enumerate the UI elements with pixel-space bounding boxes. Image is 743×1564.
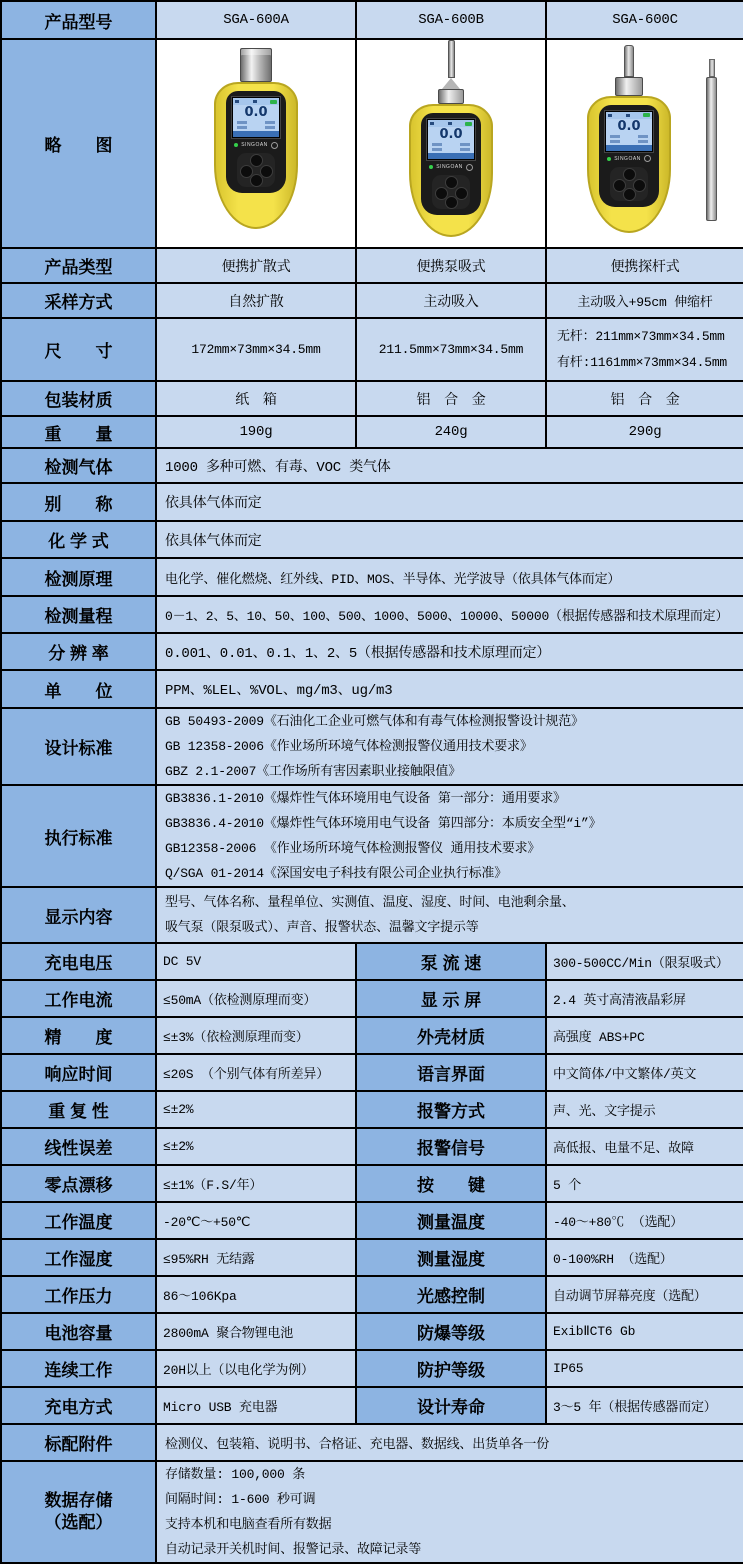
resolution-row: [1, 633, 743, 670]
spec-value: 声、光、文字提示: [546, 1091, 743, 1128]
design-standard-row: [1, 708, 743, 785]
row-label: 尺 寸: [1, 318, 156, 381]
telescopic-rod: [706, 59, 717, 221]
battery-icon: [465, 122, 472, 126]
device-screen: [232, 97, 280, 138]
cell-value: 铝 合 金: [546, 381, 743, 416]
spec-value: ≤±1%（F.S/年）: [156, 1165, 356, 1202]
menu-button-icon: [250, 154, 263, 167]
spec-label: 设计寿命: [356, 1387, 546, 1424]
spec-label: 工作湿度: [1, 1239, 156, 1276]
row-label: 显示内容: [1, 887, 156, 943]
row-label: 产品型号: [1, 1, 156, 39]
cell-value: 主动吸入: [356, 283, 546, 318]
spec-label: 按 键: [356, 1165, 546, 1202]
spec-row: [1, 1202, 743, 1239]
principle-row: [1, 558, 743, 596]
cell-value: 172mm×73mm×34.5mm: [156, 318, 356, 381]
fan-icon: [626, 114, 630, 117]
status-led: [429, 165, 433, 169]
spec-value: 3～5 年（根据传感器而定）: [546, 1387, 743, 1424]
cell-value: 依具体气体而定: [156, 483, 743, 521]
spec-value: 0-100%RH （选配）: [546, 1239, 743, 1276]
cell-value: 190g: [156, 416, 356, 448]
row-label: 检测原理: [1, 558, 156, 596]
enter-button-icon: [623, 188, 636, 201]
product-type-row: [1, 248, 743, 283]
device-body: [587, 96, 671, 233]
row-label: 数据存储 （选配）: [1, 1461, 156, 1563]
spec-label: 报警方式: [356, 1091, 546, 1128]
spec-row: [1, 1350, 743, 1387]
spec-value: 86～106Kpa: [156, 1276, 356, 1313]
spec-value: 20H以上（以电化学为例）: [156, 1350, 356, 1387]
spec-value: 2800mA 聚合物锂电池: [156, 1313, 356, 1350]
status-led: [607, 157, 611, 161]
spec-row: [1, 1091, 743, 1128]
spec-label: 响应时间: [1, 1054, 156, 1091]
sketch-cell-c: [546, 39, 743, 248]
spec-value: 300-500CC/Min（限泵吸式）: [546, 943, 743, 980]
spec-value: -20℃～+50℃: [156, 1202, 356, 1239]
cell-value: 电化学、催化燃烧、红外线、PID、MOS、半导体、光学波导（依具体气体而定）: [156, 558, 743, 596]
row-label: 检测气体: [1, 448, 156, 483]
power-icon: [466, 164, 473, 171]
probe-cone: [442, 78, 460, 89]
row-label: 设计标准: [1, 708, 156, 785]
spec-value: 中文简体/中文繁体/英文: [546, 1054, 743, 1091]
spec-label: 连续工作: [1, 1350, 156, 1387]
device-body: [409, 104, 493, 237]
spec-label: 泵 流 速: [356, 943, 546, 980]
spec-value: IP65: [546, 1350, 743, 1387]
spec-row: [1, 1387, 743, 1424]
row-label: 包装材质: [1, 381, 156, 416]
spec-value: DC 5V: [156, 943, 356, 980]
spec-label: 电池容量: [1, 1313, 156, 1350]
sketch-cell-b: [356, 39, 546, 248]
menu-button-icon: [445, 176, 458, 189]
row-label: 采样方式: [1, 283, 156, 318]
keypad: [237, 153, 275, 187]
screen-reading: 0.0: [617, 118, 641, 134]
data-storage-row: [1, 1461, 743, 1563]
spec-row: [1, 1239, 743, 1276]
spec-value: 2.4 英寸高清液晶彩屏: [546, 980, 743, 1017]
cell-value: 211.5mm×73mm×34.5mm: [356, 318, 546, 381]
cell-value: 290g: [546, 416, 743, 448]
spec-label: 工作温度: [1, 1202, 156, 1239]
spec-label: 精 度: [1, 1017, 156, 1054]
spec-row: [1, 1128, 743, 1165]
power-icon: [644, 155, 651, 162]
battery-icon: [643, 113, 650, 117]
cell-value: 纸 箱: [156, 381, 356, 416]
spec-label: 重 复 性: [1, 1091, 156, 1128]
cell-value: GB3836.1-2010《爆炸性气体环境用电气设备 第一部分：通用要求》 GB3836.4-2010《爆炸性气体环境用电气设备 第四部分：本质安全型“i”》 GB12358-2006 《作业场所环境气体检测报警仪 通用技术要求》 Q/SGA 01-2014《深国安电子科技有限公司企业执行标准》: [156, 785, 743, 887]
cell-value: 铝 合 金: [356, 381, 546, 416]
row-label: 标配附件: [1, 1424, 156, 1461]
spec-row: [1, 980, 743, 1017]
spec-label: 充电电压: [1, 943, 156, 980]
speaker-icon: [430, 122, 434, 125]
spec-value: 自动调节屏幕亮度（选配）: [546, 1276, 743, 1313]
alias-row: [1, 483, 743, 521]
sketch-row: [1, 39, 743, 248]
row-label: 单 位: [1, 670, 156, 708]
spec-value: -40～+80℃ （选配）: [546, 1202, 743, 1239]
sketch-cell-a: [156, 39, 356, 248]
spec-value: 高低报、电量不足、故障: [546, 1128, 743, 1165]
cell-value: 0－1、2、5、10、50、100、500、1000、5000、10000、50000（根据传感器和技术原理而定）: [156, 596, 743, 633]
spec-row: [1, 1017, 743, 1054]
cell-value: 主动吸入+95cm 伸缩杆: [546, 283, 743, 318]
screen-reading: 0.0: [244, 105, 268, 120]
row-label: 分 辨 率: [1, 633, 156, 670]
cell-value: 检测仪、包装箱、说明书、合格证、充电器、数据线、出货单各一份: [156, 1424, 743, 1461]
spec-label: 外壳材质: [356, 1017, 546, 1054]
spec-value: ≤±3%（依检测原理而变）: [156, 1017, 356, 1054]
keypad: [610, 167, 648, 201]
spec-label: 防护等级: [356, 1350, 546, 1387]
row-label: 化 学 式: [1, 521, 156, 558]
device-screen: [427, 119, 475, 160]
size-row: [1, 318, 743, 381]
cell-value: 便携泵吸式: [356, 248, 546, 283]
spec-row: [1, 1313, 743, 1350]
brand-label: SINGOAN: [241, 142, 268, 148]
battery-icon: [270, 100, 277, 104]
speaker-icon: [608, 114, 612, 117]
spec-value: 高强度 ABS+PC: [546, 1017, 743, 1054]
device-illustration-c: [587, 45, 671, 233]
status-led: [234, 143, 238, 147]
model-name-c: SGA-600C: [546, 1, 743, 39]
spec-value: ExibⅡCT6 Gb: [546, 1313, 743, 1350]
cell-value: 1000 多种可燃、有毒、VOC 类气体: [156, 448, 743, 483]
enter-button-icon: [250, 174, 263, 187]
range-row: [1, 596, 743, 633]
cell-value: 型号、气体名称、量程单位、实测值、温度、湿度、时间、电池剩余量、 吸气泵（限泵吸式）、声音、报警状态、温馨文字提示等: [156, 887, 743, 943]
device-illustration-a: [214, 48, 298, 229]
gas-row: [1, 448, 743, 483]
formula-row: [1, 521, 743, 558]
spec-label: 光感控制: [356, 1276, 546, 1313]
spec-row: [1, 1165, 743, 1202]
spec-label: 工作电流: [1, 980, 156, 1017]
model-name-a: SGA-600A: [156, 1, 356, 39]
device-body: [214, 82, 298, 229]
device-screen: [605, 111, 653, 152]
accessories-row: [1, 1424, 743, 1461]
packaging-row: [1, 381, 743, 416]
power-icon: [271, 142, 278, 149]
cell-value: 依具体气体而定: [156, 521, 743, 558]
row-label: 产品类型: [1, 248, 156, 283]
cell-value: PPM、%LEL、%VOL、mg/m3、ug/m3: [156, 670, 743, 708]
brand-label: SINGOAN: [436, 164, 463, 170]
spec-label: 测量温度: [356, 1202, 546, 1239]
row-label: 执行标准: [1, 785, 156, 887]
spec-row: [1, 1054, 743, 1091]
spec-label: 显 示 屏: [356, 980, 546, 1017]
probe-rod: [624, 45, 634, 77]
screen-reading: 0.0: [439, 127, 463, 142]
fan-icon: [448, 122, 452, 125]
cell-value: 无杆：211mm×73mm×34.5mm 有杆:1161mm×73mm×34.5mm: [546, 318, 743, 381]
probe-rod: [448, 40, 455, 78]
spec-label: 防爆等级: [356, 1313, 546, 1350]
probe-collar: [615, 77, 643, 96]
cell-value: 0.001、0.01、0.1、1、2、5（根据传感器和技术原理而定）: [156, 633, 743, 670]
unit-row: [1, 670, 743, 708]
spec-label: 报警信号: [356, 1128, 546, 1165]
spec-row: [1, 943, 743, 980]
spec-label: 线性误差: [1, 1128, 156, 1165]
spec-value: ≤95%RH 无结露: [156, 1239, 356, 1276]
spec-label: 测量湿度: [356, 1239, 546, 1276]
brand-label: SINGOAN: [614, 155, 641, 162]
spec-value: ≤20S （个别气体有所差异）: [156, 1054, 356, 1091]
spec-value: ≤±2%: [156, 1091, 356, 1128]
model-header-row: [1, 1, 743, 39]
cell-value: 便携探杆式: [546, 248, 743, 283]
display-content-row: [1, 887, 743, 943]
speaker-icon: [235, 100, 239, 103]
spec-label: 充电方式: [1, 1387, 156, 1424]
fan-icon: [253, 100, 257, 103]
spec-value: ≤±2%: [156, 1128, 356, 1165]
model-name-b: SGA-600B: [356, 1, 546, 39]
row-label: 重 量: [1, 416, 156, 448]
row-label: 略 图: [1, 39, 156, 248]
cell-value: 自然扩散: [156, 283, 356, 318]
row-label: 别 称: [1, 483, 156, 521]
keypad: [432, 175, 470, 209]
spec-label: 语言界面: [356, 1054, 546, 1091]
sampling-row: [1, 283, 743, 318]
spec-row: [1, 1276, 743, 1313]
spec-label: 工作压力: [1, 1276, 156, 1313]
weight-row: [1, 416, 743, 448]
cell-value: GB 50493-2009《石油化工企业可燃气体和有毒气体检测报警设计规范》 GB 12358-2006《作业场所环境气体检测报警仪通用技术要求》 GBZ 2.1-2007《工作场所有害因素职业接触限值》: [156, 708, 743, 785]
device-illustration-b: [409, 40, 493, 237]
row-label: 检测量程: [1, 596, 156, 633]
menu-button-icon: [623, 168, 636, 181]
probe-collar: [438, 89, 464, 104]
cell-value: 便携扩散式: [156, 248, 356, 283]
spec-value: 5 个: [546, 1165, 743, 1202]
cell-value: 存储数量: 100,000 条 间隔时间: 1-600 秒可调 支持本机和电脑查看所有数据 自动记录开关机时间、报警记录、故障记录等: [156, 1461, 743, 1563]
enter-button-icon: [445, 196, 458, 209]
exec-standard-row: [1, 785, 743, 887]
sensor-cap: [240, 48, 272, 82]
spec-label: 零点漂移: [1, 1165, 156, 1202]
spec-value: Micro USB 充电器: [156, 1387, 356, 1424]
spec-value: ≤50mA（依检测原理而变）: [156, 980, 356, 1017]
cell-value: 240g: [356, 416, 546, 448]
